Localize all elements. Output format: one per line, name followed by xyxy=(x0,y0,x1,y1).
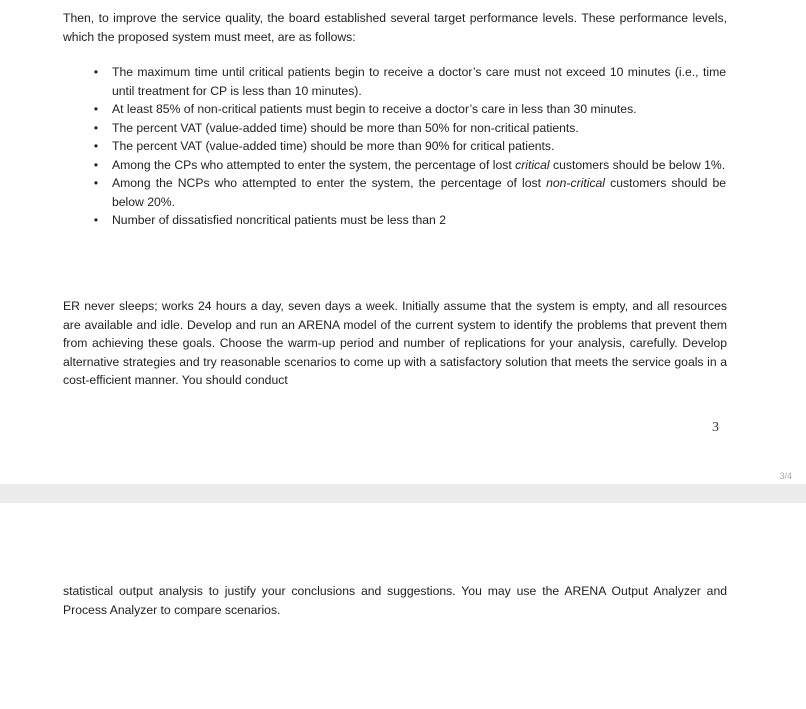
page-indicator: 3/4 xyxy=(779,471,792,481)
goal-item xyxy=(93,100,726,119)
goal-item xyxy=(93,63,726,100)
bullet-icon: • xyxy=(93,65,99,79)
er-paragraph: ER never sleeps; works 24 hours a day, seven days a week. Initially assume that the system is empty, and all resources are available and idle. Develop and run an ARENA model of the current system to identify the problems that prevent them from achieving these goals. Choose the warm-up period and number of replications for your analysis, carefully. Develop alternative strategies and try reasonable scenarios to come up with a satisfactory solution that meets the service goals in a cost-efficient manner. You should conduct xyxy=(63,299,727,387)
bullet-icon: • xyxy=(93,120,99,135)
goal-emphasis: non-critical xyxy=(546,176,606,190)
bullet-icon: • xyxy=(93,213,99,227)
intro-paragraph: Then, to improve the service quality, the board established several target performance levels. These performance levels, which the proposed system must meet, are as follows: xyxy=(63,11,727,44)
goal-item xyxy=(93,156,726,175)
bullet-icon: • xyxy=(93,176,99,190)
goal-item xyxy=(93,174,726,211)
goal-item xyxy=(93,119,726,138)
bullet-icon: • xyxy=(93,102,99,116)
goal-text: customers should be below 1%. xyxy=(549,157,726,172)
goal-text: The maximum time until critical patients begin to receive a doctor’s care must not exceed 10 minutes (i.e., time until treatment for CP is less than 10 minutes). xyxy=(112,65,726,98)
goal-text: Number of dissatisfied noncritical patients must be less than 2 xyxy=(112,213,446,227)
goal-text: The percent VAT (value-added time) should be more than 50% for non-critical patients. xyxy=(112,120,579,135)
goal-emphasis: critical xyxy=(515,157,550,172)
goal-text: customers should be below 20%. xyxy=(112,176,726,209)
goal-text: At least 85% of non-critical patients must begin to receive a doctor’s care in less than 30 minutes. xyxy=(112,102,637,116)
goal-text: The percent VAT (value-added time) should be more than 90% for critical patients. xyxy=(112,139,555,153)
page-number: 3 xyxy=(712,420,719,435)
page-separator xyxy=(0,484,806,503)
goal-item xyxy=(93,137,726,156)
performance-goals-list xyxy=(93,63,726,230)
goal-text: Among the CPs who attempted to enter the system, the percentage of lost xyxy=(112,157,516,172)
goal-text: Among the NCPs who attempted to enter the system, the percentage of lost xyxy=(112,176,547,190)
continuation-paragraph: statistical output analysis to justify your conclusions and suggestions. You may use the ARENA Output Analyzer and Process Analyzer to compare scenarios. xyxy=(63,584,727,617)
bullet-icon: • xyxy=(93,139,99,153)
bullet-icon: • xyxy=(93,157,99,172)
goal-item xyxy=(93,211,726,230)
